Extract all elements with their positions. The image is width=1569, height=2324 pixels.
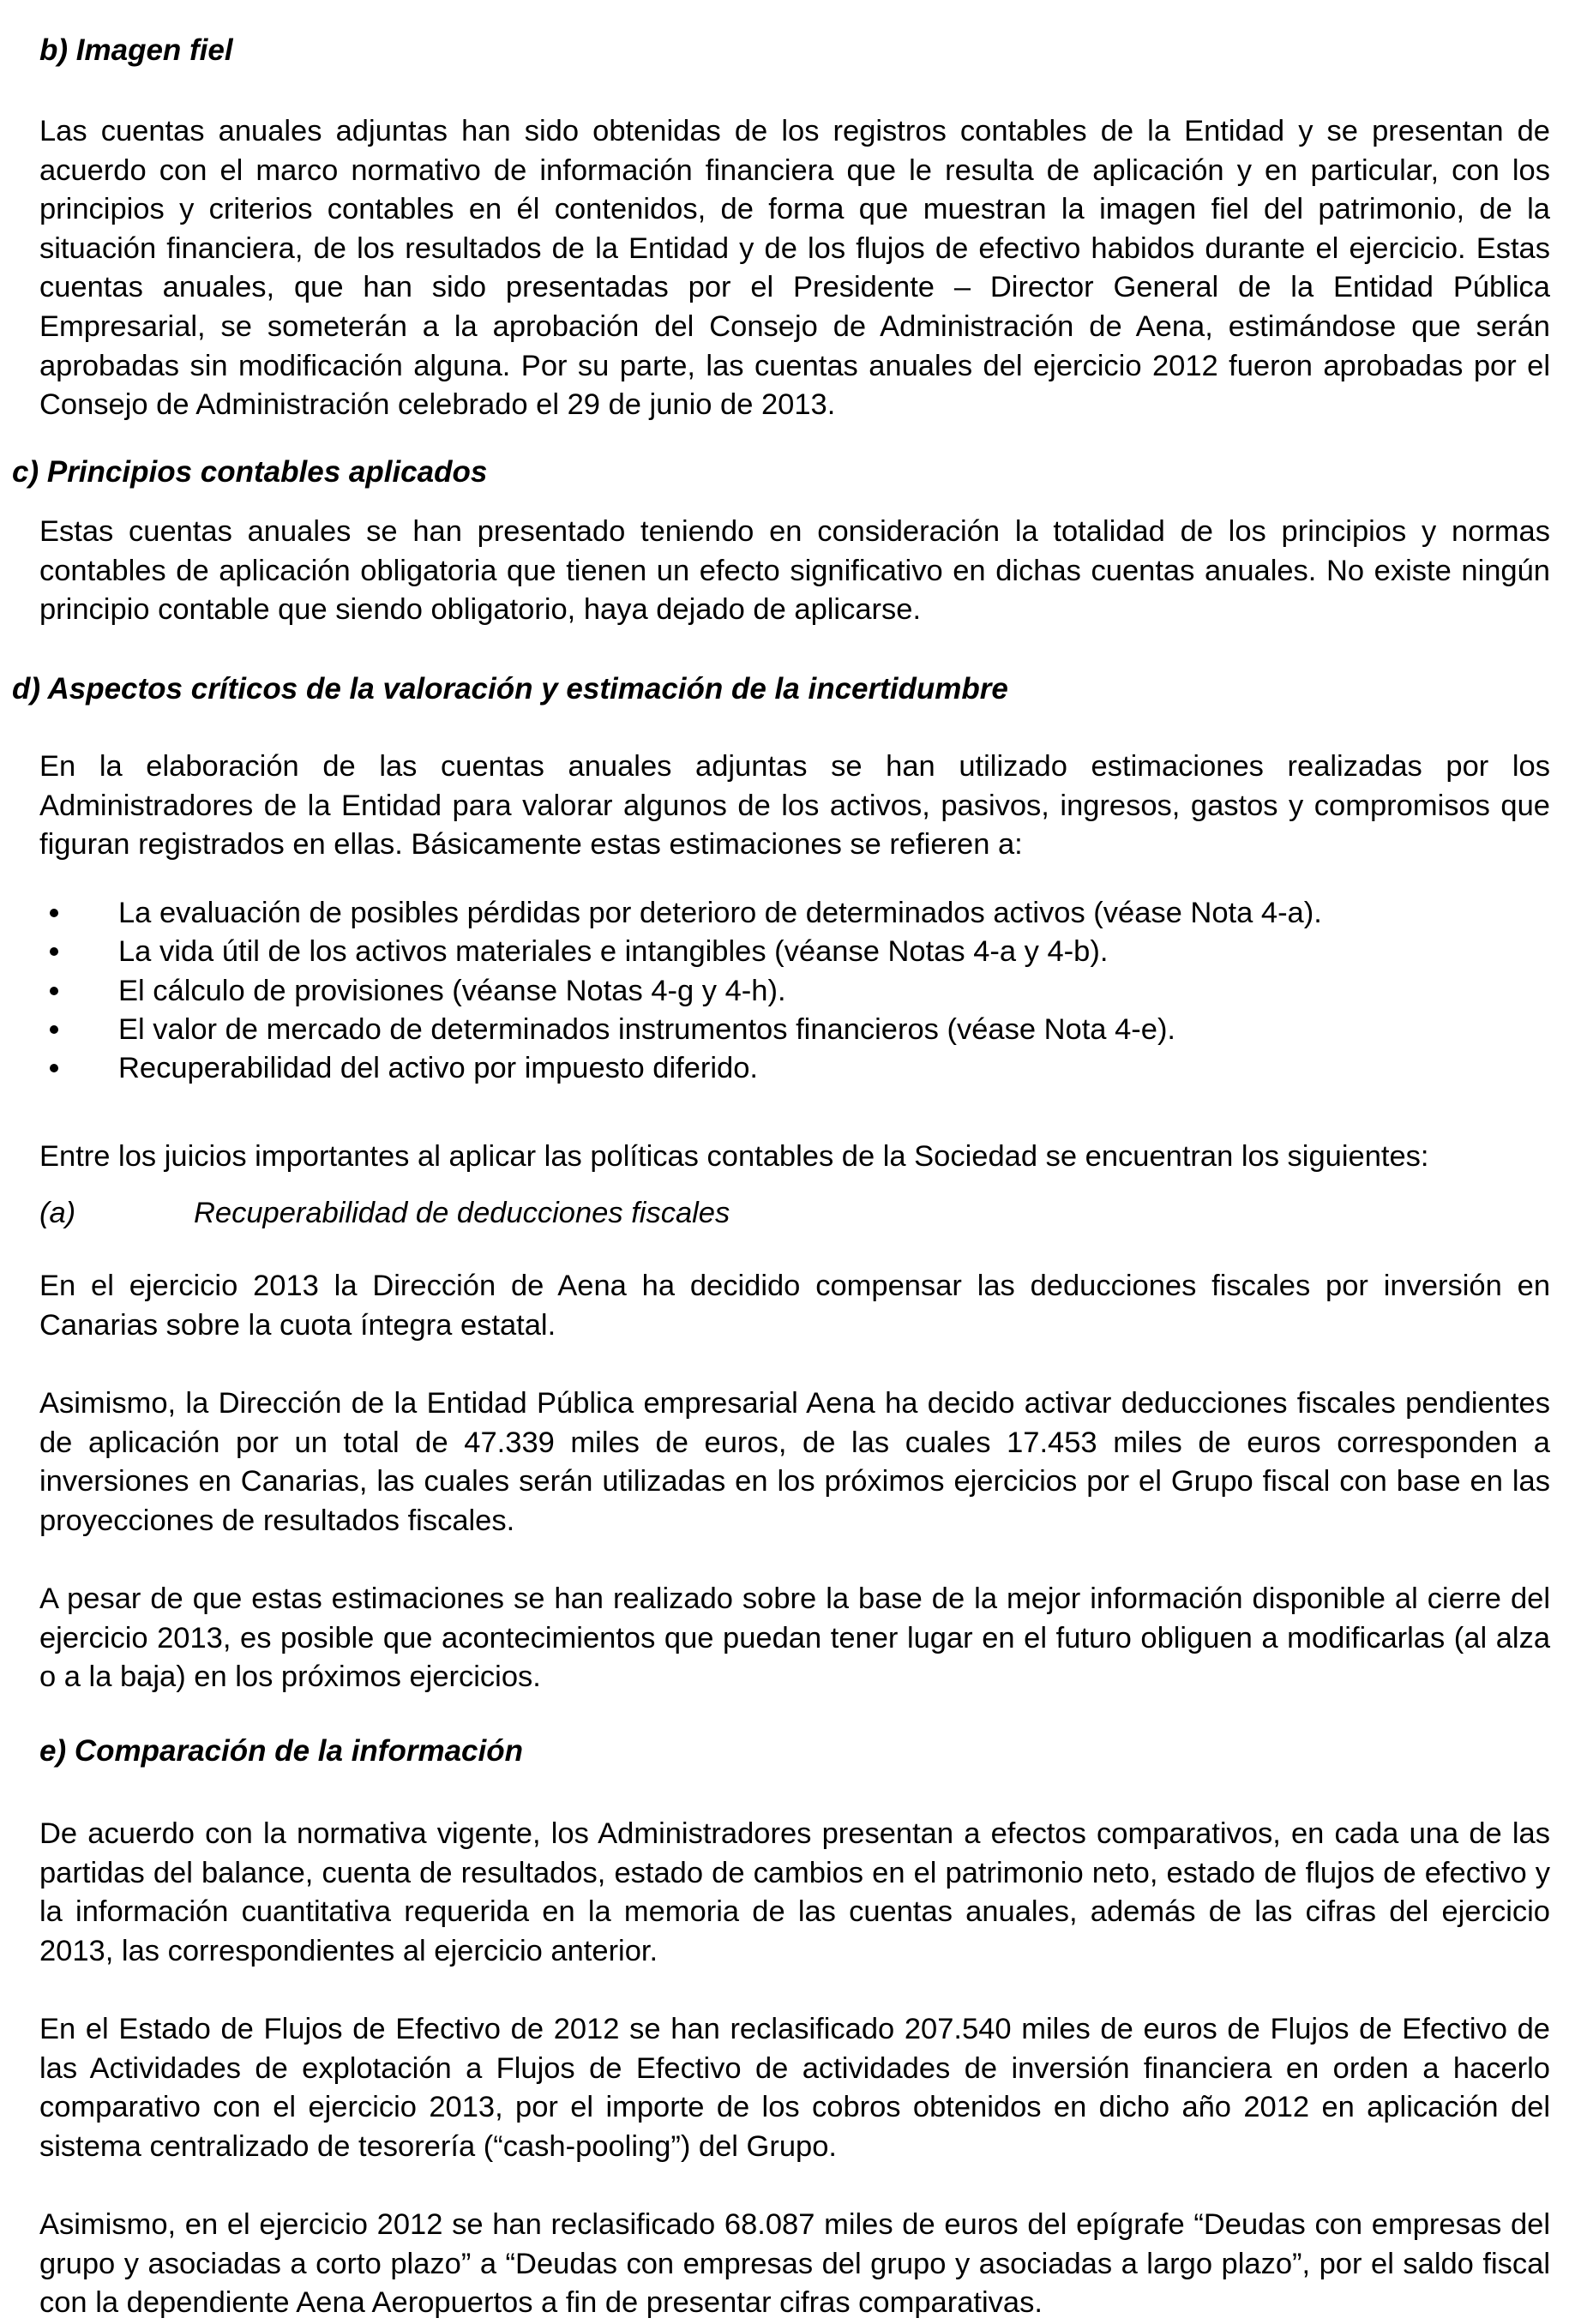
paragraph-comparacion-1: De acuerdo con la normativa vigente, los Administradores presentan a efectos comparativos, en cada una de las partidas del balance, cuenta de resultados, estado de cambios en el patrimonio neto, estado de flujos de efectivo y la información cuantitativa requerida en la memoria de las cuentas anuales, además de las cifras del ejercicio 2013, las correspondientes al ejercicio anterior. [39, 1817, 1550, 1967]
list-item: Recuperabilidad del activo por impuesto diferido. [39, 1049, 1548, 1088]
section-heading-d: d) Aspectos críticos de la valoración y estimación de la incertidumbre [12, 672, 1008, 706]
paragraph-principios: Estas cuentas anuales se han presentado teniendo en consideración la totalidad de los principios y normas contables de aplicación obligatoria que tienen un efecto significativo en dichas cuentas anuales. No existe ningún principio contable que siendo obligatorio, haya dejado de aplicarse. [39, 515, 1550, 627]
paragraph-comparacion-2: En el Estado de Flujos de Efectivo de 2012 se han reclasificado 207.540 miles de euros de Flujos de Efectivo de las Actividades de explotación a Flujos de Efectivo de actividades de inversión financiera en orden a hacerlo comparativo con el ejercicio 2013, por el importe de los cobros obtenidos en dicho año 2012 en aplicación del sistema centralizado de tesorería (“cash-pooling”) del Grupo. [39, 2013, 1550, 2163]
subsection-label: (a) [39, 1197, 76, 1229]
estimates-list [39, 894, 1548, 1088]
bullet-icon [50, 947, 58, 956]
list-item: El valor de mercado de determinados instrumentos financieros (véase Nota 4-e). [39, 1011, 1548, 1049]
section-heading-e: e) Comparación de la información [39, 1734, 523, 1768]
paragraph-deducciones-2: Asimismo, la Dirección de la Entidad Pública empresarial Aena ha decido activar deducciones fiscales pendientes de aplicación por un total de 47.339 miles de euros, de las cuales 17.453 miles de euros corresponden a inversiones en Canarias, las cuales serán utilizadas en los próximos ejercicios por el Grupo fiscal con base en las proyecciones de resultados fiscales. [39, 1387, 1550, 1537]
paragraph-deducciones-1: En el ejercicio 2013 la Dirección de Aena ha decidido compensar las deducciones fiscales por inversión en Canarias sobre la cuota íntegra estatal. [39, 1270, 1550, 1342]
paragraph-juicios: Entre los juicios importantes al aplicar las políticas contables de la Sociedad se encuentran los siguientes: [39, 1140, 1429, 1173]
section-heading-b: b) Imagen fiel [39, 33, 233, 67]
bullet-icon [50, 1064, 58, 1072]
list-item: La vida útil de los activos materiales e intangibles (véanse Notas 4-a y 4-b). [39, 933, 1548, 971]
list-item: La evaluación de posibles pérdidas por deterioro de determinados activos (véase Nota 4-a). [39, 894, 1548, 933]
section-heading-c: c) Principios contables aplicados [12, 455, 488, 489]
paragraph-imagen-fiel: Las cuentas anuales adjuntas han sido obtenidas de los registros contables de la Entidad y se presentan de acuerdo con el marco normativo de información financiera que le resulta de aplicación y en particular, con los principios y criterios contables en él contenidos, de forma que muestran la imagen fiel del patrimonio, de la situación financiera, de los resultados de la Entidad y de los flujos de efectivo habidos durante el ejercicio. Estas cuentas anuales, que han sido presentadas por el Presidente – Director General de la Entidad Pública Empresarial, se someterán a la aprobación del Consejo de Administración de Aena, estimándose que serán aprobadas sin modificación alguna. Por su parte, las cuentas anuales del ejercicio 2012 fueron aprobadas por el Consejo de Administración celebrado el 29 de junio de 2013. [39, 115, 1550, 422]
paragraph-deducciones-3: A pesar de que estas estimaciones se han realizado sobre la base de la mejor información disponible al cierre del ejercicio 2013, es posible que acontecimientos que puedan tener lugar en el futuro obliguen a modificarlas (al alza o a la baja) en los próximos ejercicios. [39, 1582, 1550, 1694]
paragraph-estimaciones-intro: En la elaboración de las cuentas anuales adjuntas se han utilizado estimaciones realizadas por los Administradores de la Entidad para valorar algunos de los activos, pasivos, ingresos, gastos y compromisos que figuran registrados en ellas. Básicamente estas estimaciones se refieren a: [39, 750, 1550, 862]
subsection-title: Recuperabilidad de deducciones fiscales [194, 1197, 730, 1229]
bullet-icon [50, 987, 58, 995]
bullet-icon [50, 909, 58, 917]
paragraph-comparacion-3: Asimismo, en el ejercicio 2012 se han reclasificado 68.087 miles de euros del epígrafe “Deudas con empresas del grupo y asociadas a corto plazo” a “Deudas con empresas del grupo y asociadas a largo plazo”, por el saldo fiscal con la dependiente Aena Aeropuertos a fin de presentar cifras comparativas. [39, 2208, 1550, 2320]
list-item: El cálculo de provisiones (véanse Notas 4-g y 4-h). [39, 972, 1548, 1011]
bullet-icon [50, 1025, 58, 1034]
